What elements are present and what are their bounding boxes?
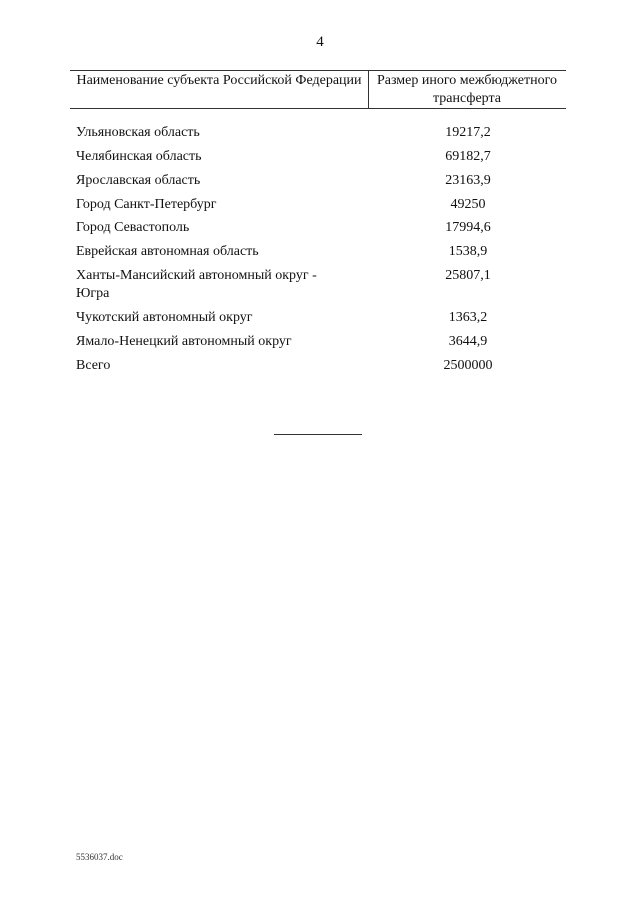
- table-row: [76, 333, 566, 357]
- document-id: 5536037.doc: [76, 852, 123, 862]
- row-total-amount: 2500000: [443, 358, 493, 373]
- row-subject-name: Город Санкт-Петербург: [76, 197, 217, 212]
- row-transfer-amount: 23163,9: [445, 173, 491, 188]
- row-transfer-amount: 49250: [450, 197, 486, 212]
- row-subject-name: Ямало-Ненецкий автономный округ: [76, 334, 292, 349]
- row-transfer-amount: 1538,9: [448, 244, 488, 259]
- row-total-label: Всего: [76, 358, 111, 373]
- row-transfer-amount: 3644,9: [448, 334, 488, 349]
- table-row: [76, 309, 566, 333]
- table-row: [76, 267, 566, 309]
- table-top-rule: [70, 70, 566, 71]
- row-transfer-amount: 25807,1: [445, 268, 491, 283]
- row-transfer-amount: 69182,7: [445, 149, 491, 164]
- table-row: [76, 196, 566, 219]
- row-subject-name: Ханты-Мансийский автономный округ - Югра: [76, 268, 317, 301]
- table-row: [76, 124, 566, 148]
- table-header-rule: [70, 108, 566, 109]
- row-subject-name: Город Севастополь: [76, 220, 190, 235]
- table-row: [76, 148, 566, 172]
- row-subject-name: Ярославская область: [76, 173, 201, 188]
- table-row: [76, 172, 566, 196]
- table-row: [76, 219, 566, 243]
- header-subject-name: Наименование субъекта Российской Федерации: [76, 73, 362, 88]
- row-transfer-amount: 17994,6: [445, 220, 491, 235]
- closing-rule: [274, 434, 362, 435]
- table-row-total: [76, 357, 566, 381]
- row-transfer-amount: 1363,2: [448, 310, 488, 325]
- row-subject-name: Еврейская автономная область: [76, 244, 259, 259]
- row-subject-name: Челябинская область: [76, 149, 202, 164]
- table-body: [76, 124, 566, 381]
- row-subject-name: Чукотский автономный округ: [76, 310, 253, 325]
- header-transfer-amount: Размер иного межбюджетного трансферта: [376, 73, 558, 106]
- page-number: 4: [316, 34, 324, 50]
- row-transfer-amount: 19217,2: [445, 125, 491, 140]
- row-subject-name: Ульяновская область: [76, 125, 200, 140]
- table-row: [76, 243, 566, 267]
